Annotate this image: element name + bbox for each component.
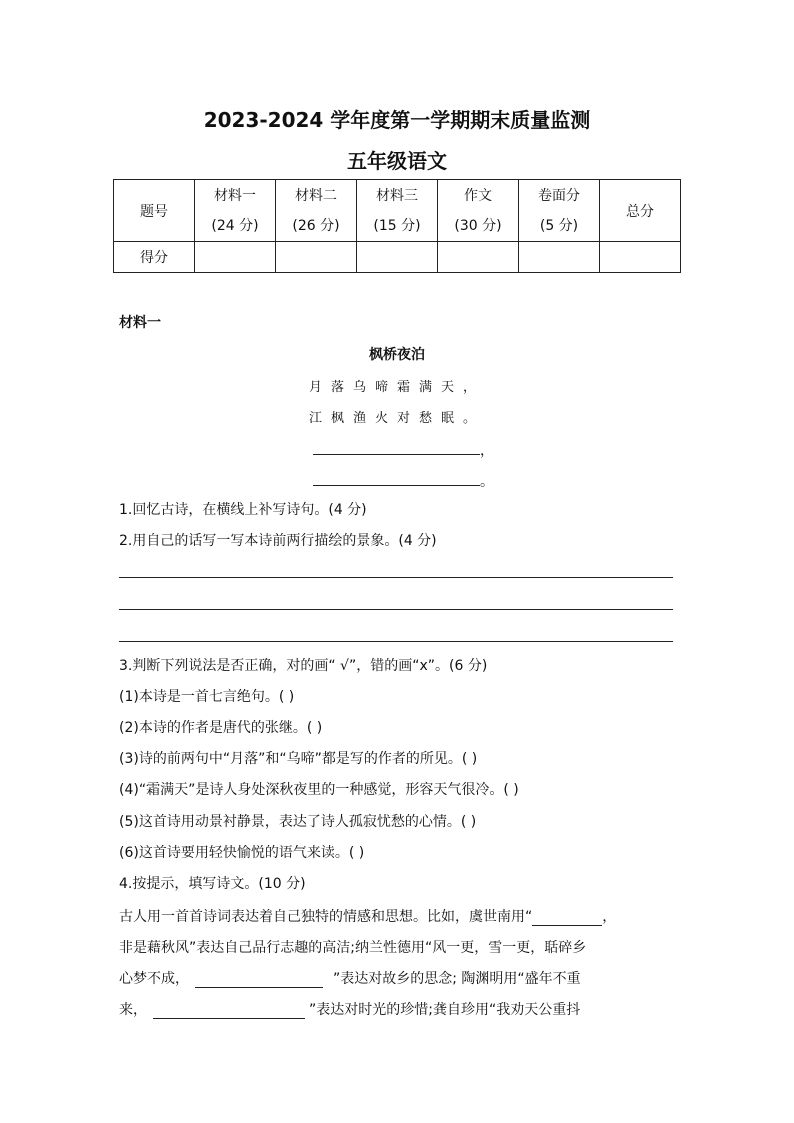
question-1: 1.回忆古诗，在横线上补写诗句。(4 分) <box>119 502 367 518</box>
answer-rule-line[interactable] <box>119 609 673 610</box>
question-3-item: (2)本诗的作者是唐代的张继。( ) <box>119 720 323 736</box>
poem-title: 枫桥夜泊 <box>369 347 425 363</box>
score-table <box>113 179 681 273</box>
passage-line-4 <box>119 999 580 1019</box>
exam-subtitle: 五年级语文 <box>347 149 447 173</box>
score-cell[interactable] <box>438 242 519 273</box>
question-3-item: (4)“霜满天”是诗人身处深秋夜里的一种感觉，形容天气很冷。( ) <box>119 782 519 798</box>
column-essay <box>438 180 519 242</box>
column-points: (24 分) <box>211 217 259 234</box>
question-3-item: (1)本诗是一首七言绝句。( ) <box>119 689 295 705</box>
column-name: 材料三 <box>376 187 418 204</box>
passage-text: 古人用一首首诗词表达着自己独特的情感和思想。比如，虞世南用“ <box>119 909 533 925</box>
column-points: (5 分) <box>539 217 579 234</box>
answer-rule-line[interactable] <box>119 577 673 578</box>
passage-text: ”表达对故乡的思念; 陶渊明用“盛年不重 <box>333 971 581 987</box>
column-points: (26 分) <box>292 217 340 234</box>
question-3-item: (5)这首诗用动景衬静景，表达了诗人孤寂忧愁的心情。( ) <box>119 814 477 830</box>
passage-text: ”表达对时光的珍惜;龚自珍用“我劝天公重抖 <box>309 1002 581 1018</box>
column-name: 作文 <box>464 187 492 204</box>
column-neatness <box>519 180 600 242</box>
passage-text: 心梦不成， <box>119 971 189 987</box>
column-name: 卷面分 <box>538 187 580 204</box>
answer-blank-line-1[interactable] <box>313 454 480 455</box>
blank-line-2-punct: 。 <box>480 474 494 490</box>
column-name: 材料二 <box>295 187 337 204</box>
fill-blank[interactable] <box>153 1002 305 1019</box>
score-cell[interactable] <box>195 242 276 273</box>
passage-text: 来， <box>119 1002 147 1018</box>
question-3-item: (6)这首诗要用轻快愉悦的语气来读。( ) <box>119 845 365 861</box>
score-row-label: 得分 <box>114 242 195 273</box>
blank-line-1-punct: ， <box>480 443 494 459</box>
answer-blank-line-2[interactable] <box>313 485 480 486</box>
poem-line-1: 月落乌啼霜满天， <box>309 380 486 395</box>
exam-title: 2023-2024 学年度第一学期期末质量监测 <box>203 108 591 132</box>
column-material-1 <box>195 180 276 242</box>
column-points: (15 分) <box>373 217 421 234</box>
passage-line-1 <box>119 906 616 926</box>
question-3: 3.判断下列说法是否正确，对的画“ √”，错的画“x”。(6 分) <box>119 658 488 674</box>
score-table-header-row <box>114 180 681 242</box>
score-table-score-row <box>114 242 681 273</box>
column-material-2 <box>276 180 357 242</box>
column-material-3 <box>357 180 438 242</box>
passage-line-2: 非是藉秋风”表达自己品行志趣的高洁;纳兰性德用“风一更，雪一更，聒碎乡 <box>119 940 587 956</box>
score-cell[interactable] <box>276 242 357 273</box>
question-2: 2.用自己的话写一写本诗前两行描绘的景象。(4 分) <box>119 533 437 549</box>
poem-line-2: 江枫渔火对愁眠。 <box>309 411 486 426</box>
passage-text: ， <box>602 909 617 925</box>
fill-blank[interactable] <box>532 909 602 926</box>
score-cell[interactable] <box>357 242 438 273</box>
passage-line-3 <box>119 968 581 988</box>
row-head-label: 题号 <box>114 180 195 242</box>
question-3-item: (3)诗的前两句中“月落”和“乌啼”都是写的作者的所见。( ) <box>119 751 478 767</box>
fill-blank[interactable] <box>195 971 323 988</box>
section-heading: 材料一 <box>119 315 161 331</box>
column-total: 总分 <box>600 180 681 242</box>
score-cell[interactable] <box>519 242 600 273</box>
question-4: 4.按提示，填写诗文。(10 分) <box>119 876 306 892</box>
column-points: (30 分) <box>454 217 502 234</box>
answer-rule-line[interactable] <box>119 641 673 642</box>
score-cell[interactable] <box>600 242 681 273</box>
column-name: 材料一 <box>214 187 256 204</box>
